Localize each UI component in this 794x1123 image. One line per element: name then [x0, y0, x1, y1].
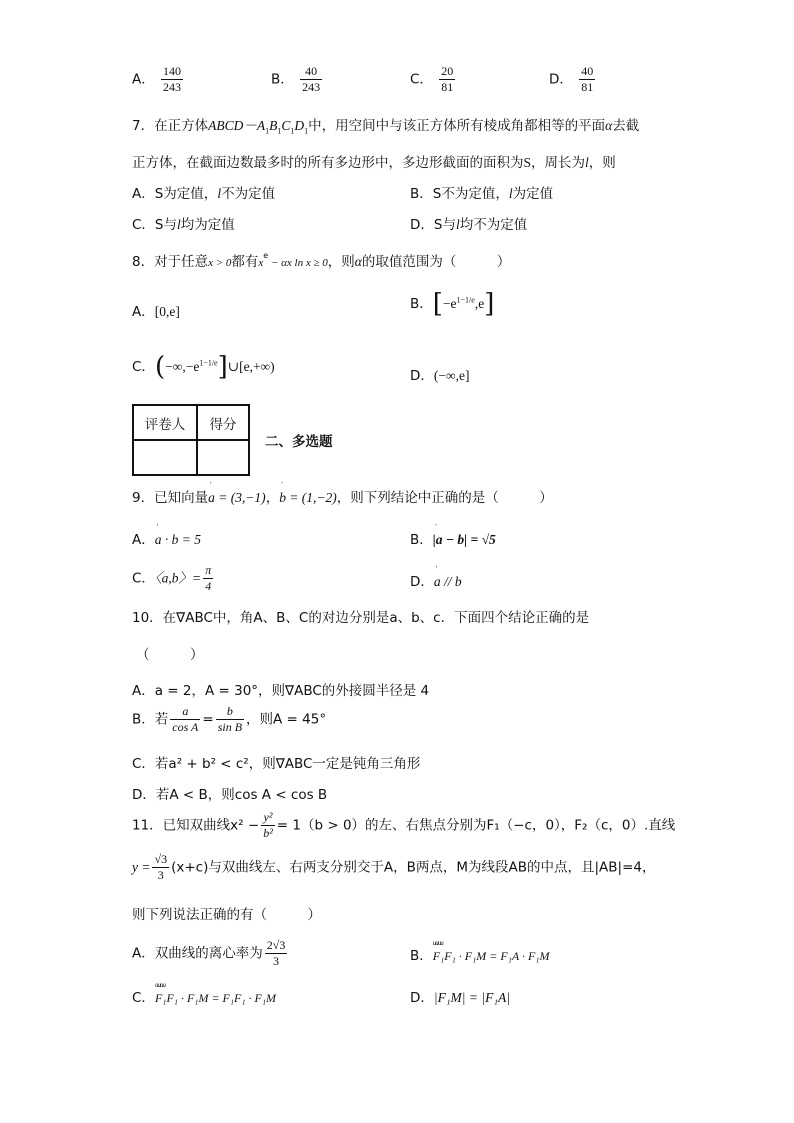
text: 均为定值	[180, 217, 235, 233]
denominator: 3	[273, 954, 280, 968]
q11-option-d	[410, 986, 510, 1006]
text: 11．已知双曲线x² −	[132, 817, 260, 834]
denominator: 243	[163, 80, 182, 94]
math: (−∞,e]	[433, 368, 470, 383]
q8-option-b: B．$[-e^{1-1/e},e]$	[410, 289, 495, 319]
math: l	[177, 217, 181, 232]
math: α	[605, 118, 613, 133]
math: x	[258, 257, 264, 269]
denominator: 81	[441, 80, 454, 94]
grader-cell[interactable]	[133, 440, 197, 475]
text: 去截	[612, 118, 640, 134]
fraction	[261, 810, 275, 841]
subscript: 1	[277, 126, 282, 136]
q6-option-b	[271, 64, 324, 95]
option-label: D．	[410, 368, 434, 384]
math: ˈ |a − b| = √5	[433, 532, 496, 548]
q10-option-c: C．若a² + b² < c²，则∇ABC一定是钝角三角形	[132, 756, 421, 772]
math: l	[585, 155, 589, 170]
q9-stem	[132, 486, 553, 506]
option-label: D．	[549, 71, 573, 88]
q10-paren: （ ）	[136, 647, 204, 663]
q9-option-a	[132, 528, 201, 548]
fraction	[579, 64, 595, 95]
denominator: 243	[302, 80, 321, 94]
q7-stem-line1	[132, 114, 639, 136]
math: S	[523, 155, 532, 170]
q11-option-a	[132, 938, 289, 969]
text: A．双曲线的离心率为	[132, 945, 263, 962]
math: − αx ln x ≥ 0	[268, 257, 328, 269]
option-label: C．	[132, 570, 155, 587]
option-label: B．	[271, 71, 294, 88]
denominator: cos A	[172, 720, 199, 734]
q7-option-d	[410, 213, 527, 233]
q11-stem-line2	[132, 852, 655, 883]
q6-option-d	[549, 64, 597, 95]
text: 正方体，在截面边数最多时的所有多边形中，多边形截面的面积为	[132, 155, 524, 171]
fraction	[152, 852, 169, 883]
math: ˈ a = (3,−1)	[208, 490, 266, 506]
math: D	[294, 118, 305, 133]
denominator: b²	[263, 826, 273, 840]
q7-option-b	[410, 182, 553, 202]
option-label: B．	[410, 948, 433, 964]
option-label: B．	[410, 296, 433, 312]
option-label: C．	[132, 990, 155, 1006]
text: B．S不为定值，	[410, 186, 509, 202]
denominator: 81	[581, 80, 594, 94]
option-label: D．	[410, 574, 434, 590]
text: 中，用空间中与该正方体所有棱成角都相等的平面	[308, 118, 606, 134]
math: l	[217, 186, 222, 201]
score-table	[132, 404, 250, 476]
q10-option-d: D．若A < B，则cos A < cos B	[132, 787, 328, 803]
option-label: B．	[410, 532, 433, 548]
exponent: 1−1/e	[199, 358, 218, 368]
fraction	[300, 64, 322, 95]
q7-option-c	[132, 213, 235, 233]
math: ABCD－A	[208, 118, 266, 133]
text: ，则	[327, 254, 355, 270]
fraction	[265, 938, 288, 969]
math: uuuu F₁F₁ · F₁M = F₁A · F₁M	[433, 949, 550, 964]
math: −∞,−e	[165, 359, 200, 374]
score-cell[interactable]	[197, 440, 249, 475]
math: −e	[442, 296, 457, 311]
numerator: √3	[154, 852, 168, 866]
exponent: 1−1/e	[456, 295, 475, 305]
numerator: 40	[300, 64, 322, 80]
math: ˈ b = (1,−2)	[279, 490, 337, 506]
q6-option-c	[410, 64, 457, 95]
math: l	[508, 186, 513, 201]
option-label: D．	[410, 990, 434, 1006]
text: 9．已知向量	[132, 490, 209, 506]
numerator: π	[205, 563, 212, 577]
q10-option-a: A．a = 2，A = 30°，则∇ABC的外接圆半径是 4	[132, 683, 430, 699]
option-label: A．	[132, 532, 155, 548]
math: l	[455, 217, 460, 232]
math: ˈ a · b = 5	[155, 532, 201, 548]
score-header: 得分	[197, 405, 249, 440]
math: α	[354, 254, 362, 269]
q9-option-d	[410, 570, 462, 590]
text: = 1（b > 0）的左、右焦点分别为F₁（−c，0），F₂（c，0）.直线	[276, 817, 676, 834]
q11-option-c	[132, 986, 276, 1006]
math: [0,e]	[154, 304, 180, 319]
section-title: 二、多选题	[265, 434, 333, 450]
fraction	[216, 704, 244, 735]
q7-stem-line2	[132, 151, 616, 171]
q8-option-d	[410, 364, 470, 384]
numerator: 140	[163, 64, 182, 78]
denominator: 4	[205, 579, 212, 593]
math: |F₁M| = |F₁A|	[433, 990, 510, 1005]
q6-option-a	[132, 64, 185, 95]
text: ，则A = 45°	[246, 711, 327, 728]
text: =	[202, 711, 214, 728]
math: y =	[132, 859, 151, 875]
numerator: 2√3	[266, 938, 286, 952]
math: ,e	[474, 296, 485, 311]
q8-stem: 8．对于任意x > 0都有$x^e - \alpha x$ ln x ≥ 0，则α的取值范围为（ ）	[132, 251, 511, 270]
q11-stem-line3: 则下列说法正确的有（ ）	[132, 907, 321, 923]
text: D．S与	[410, 217, 456, 233]
option-label: A．	[132, 304, 155, 320]
text: ，周长为	[531, 155, 586, 171]
subscript: 1	[304, 126, 309, 136]
math: ∪[e,+∞)	[227, 359, 275, 374]
subscript: 1	[290, 126, 295, 136]
text: 7．在正方体	[132, 118, 209, 134]
q8-option-c: C．$(-\infty,-e^{1-1/e}]\cup[e,+\infty)$	[132, 352, 275, 382]
q10-stem: 10．在∇ABC中，角A、B、C的对边分别是a、b、c．下面四个结论正确的是	[132, 610, 590, 626]
numerator: 40	[581, 64, 594, 78]
option-label: A．	[132, 71, 155, 88]
fraction	[439, 64, 455, 95]
numerator: 20	[441, 64, 454, 78]
numerator: a	[170, 704, 200, 720]
q11-stem-line1	[132, 810, 675, 841]
text: B．若	[132, 711, 169, 728]
denominator: 3	[157, 868, 164, 882]
text: 的取值范围为（ ）	[361, 254, 511, 270]
q11-option-b	[410, 944, 549, 964]
option-label: C．	[410, 71, 433, 88]
text: ，	[265, 490, 280, 506]
text: 都有	[231, 254, 259, 270]
fraction	[170, 704, 200, 735]
text: 均不为定值	[459, 217, 528, 233]
q9-option-c	[132, 563, 215, 594]
math: B	[269, 118, 278, 133]
q10-option-b	[132, 704, 326, 735]
text: ，则	[588, 155, 616, 171]
q8-option-a	[132, 300, 180, 320]
numerator: b	[216, 704, 244, 720]
math: 〈a,b〉=	[154, 570, 202, 586]
text: C．S与	[132, 217, 177, 233]
q7-option-a	[132, 182, 275, 202]
math: ˈ a // b	[434, 574, 462, 590]
q9-option-b	[410, 528, 496, 548]
fraction	[161, 64, 183, 95]
text: A．S为定值，	[132, 186, 218, 202]
text: ，则下列结论中正确的是（ ）	[336, 490, 553, 506]
text: (x+c)与双曲线左、右两支分别交于A，B两点，M为线段AB的中点，且|AB|=4，	[171, 859, 656, 876]
text: 不为定值	[221, 186, 276, 202]
text: 8．对于任意	[132, 254, 209, 270]
denominator: sin B	[217, 720, 243, 734]
fraction	[203, 563, 213, 594]
subscript: 1	[265, 126, 270, 136]
option-label: C．	[132, 359, 155, 375]
math: x > 0	[208, 257, 232, 269]
text: 为定值	[512, 186, 554, 202]
math: uuuu F₁F₁ · F₁M = F₁F₁ · F₁M	[155, 991, 276, 1006]
numerator: y²	[261, 810, 275, 826]
grader-header: 评卷人	[133, 405, 197, 440]
math: C	[281, 118, 291, 133]
